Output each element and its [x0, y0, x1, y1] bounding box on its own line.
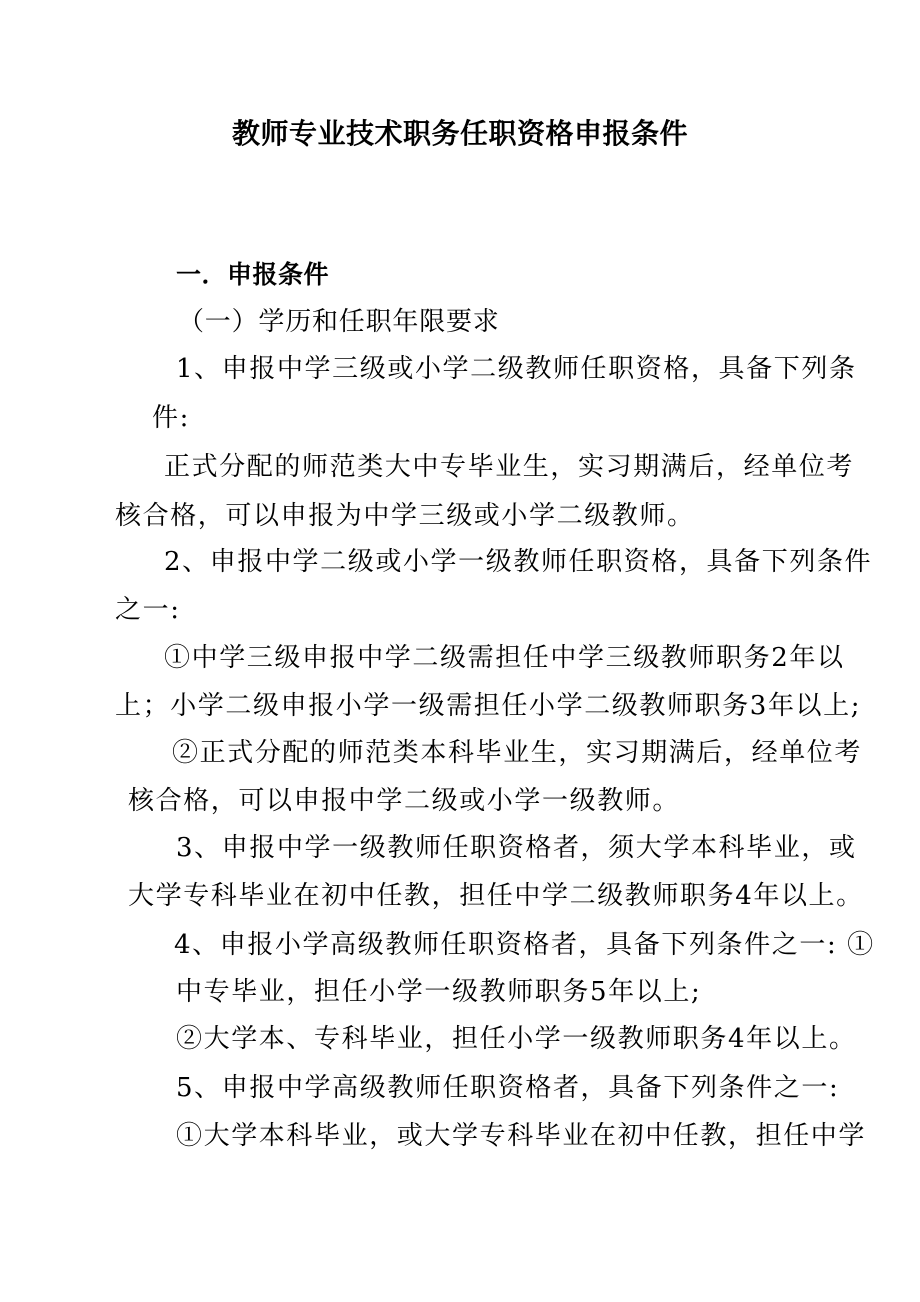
paragraph-line: 4、申报小学高级教师任职资格者，具备下列条件之一: ①	[174, 930, 875, 960]
paragraph-line: ①中学三级申报中学二级需担任中学三级教师职务2年以	[164, 643, 845, 673]
paragraph-line: 之一:	[115, 595, 181, 625]
paragraph-line: 1、申报中学三级或小学二级教师任职资格，具备下列条	[176, 354, 857, 384]
paragraph-line: 件:	[152, 403, 190, 433]
paragraph-line: 核合格，可以申报中学二级或小学一级教师。	[128, 786, 681, 816]
paragraph-line: 核合格，可以申报为中学三级或小学二级教师。	[115, 501, 695, 531]
paragraph-line: ②大学本、专科毕业，担任小学一级教师职务4年以上。	[176, 1024, 857, 1054]
paragraph-line: ①大学本科毕业，或大学专科毕业在初中任教，担任中学	[176, 1121, 867, 1151]
paragraph-line: ②正式分配的师范类本科毕业生，实习期满后，经单位考	[172, 738, 863, 768]
section-heading: 一．申报条件	[176, 260, 330, 289]
paragraph-line: 上；小学二级申报小学一级需担任小学二级教师职务3年以上;	[115, 691, 862, 721]
paragraph-line: 3、申报中学一级教师任职资格者，须大学本科毕业，或	[176, 833, 857, 863]
paragraph-line: 5、申报中学高级教师任职资格者，具备下列条件之一:	[176, 1073, 840, 1103]
paragraph-line: 2、申报中学二级或小学一级教师任职资格，具备下列条件	[164, 547, 873, 577]
paragraph-line: 中专毕业，担任小学一级教师职务5年以上;	[176, 977, 702, 1007]
paragraph-line: 大学专科毕业在初中任教，担任中学二级教师职务4年以上。	[128, 881, 864, 911]
paragraph-line: 正式分配的师范类大中专毕业生，实习期满后，经单位考	[164, 452, 855, 482]
document-title: 教师专业技术职务任职资格申报条件	[231, 117, 688, 150]
subsection-heading: （一）学历和任职年限要求	[178, 307, 500, 337]
